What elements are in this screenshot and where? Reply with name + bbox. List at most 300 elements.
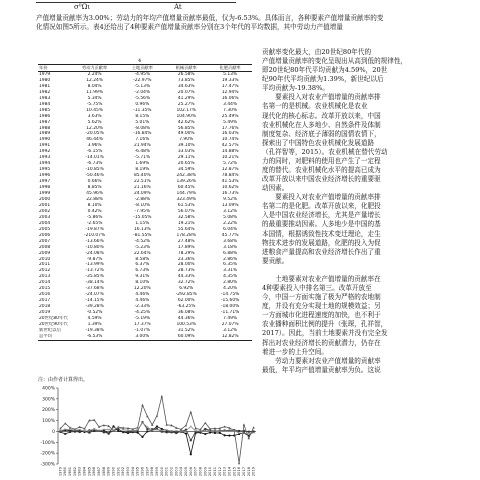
table-cell: 4.59% bbox=[87, 316, 102, 322]
table-cell: 28.00% bbox=[177, 262, 195, 268]
table-cell: 62.00% bbox=[177, 298, 195, 304]
table-cell: 2009 bbox=[39, 250, 51, 256]
table-cell: 10.45% bbox=[86, 107, 103, 113]
table-cell: -15.60% bbox=[220, 298, 240, 304]
x-tick-label: 1991 bbox=[116, 467, 121, 477]
table-cell: 13.09% bbox=[221, 202, 239, 208]
x-tick-label: 2006 bbox=[188, 467, 193, 477]
table-cell: 56.07% bbox=[177, 208, 195, 214]
data-point bbox=[93, 430, 95, 432]
table-cell: 7.30% bbox=[223, 107, 238, 113]
table-cell: 2015 bbox=[39, 286, 51, 292]
data-point bbox=[64, 422, 66, 424]
table-cell: 12.94% bbox=[221, 89, 239, 95]
table-cell: 1988 bbox=[39, 125, 51, 131]
data-point bbox=[103, 431, 105, 433]
table-cell: 20世纪80年代 bbox=[39, 316, 68, 322]
table-cell: 2008 bbox=[39, 244, 51, 250]
body-text-line-1: 产值增量贡献率为3.00%；劳动力的年均产值增量贡献率最低，仅为-6.53%。具体而言，各种要素产值增量贡献率的变 bbox=[36, 14, 384, 22]
table-cell: 2.24% bbox=[87, 71, 102, 77]
y-tick-label: 0 bbox=[52, 429, 55, 435]
table-cell: 10.21% bbox=[221, 155, 239, 161]
table-source-note: 注：由作者计算得出。 bbox=[38, 377, 89, 383]
table-cell: -35.85% bbox=[85, 274, 104, 280]
table-cell: 22.64% bbox=[133, 250, 151, 256]
table-cell: 16.73% bbox=[221, 191, 239, 197]
table-cell: -1.07% bbox=[134, 327, 151, 333]
data-point bbox=[88, 432, 90, 434]
table-header-row bbox=[38, 65, 252, 72]
table-cell: 44.36% bbox=[177, 316, 195, 322]
table-cell: 9.52% bbox=[223, 196, 238, 202]
x-tick-label: 2012 bbox=[217, 467, 222, 477]
table-cell: 61.53% bbox=[177, 202, 195, 208]
table-cell: 78.84% bbox=[221, 173, 239, 179]
x-tick-label: 1984 bbox=[82, 467, 87, 477]
table-cell: 1.15% bbox=[135, 220, 150, 226]
right-column-text bbox=[262, 48, 474, 375]
table-cell: 0.66% bbox=[87, 179, 102, 185]
table-cell: 28.73% bbox=[177, 268, 195, 274]
table-cell: -8.10% bbox=[134, 202, 151, 208]
table-cell: 49.00% bbox=[177, 131, 195, 137]
table-cell: 1995 bbox=[39, 167, 51, 173]
table-cell: 12.24% bbox=[86, 77, 103, 83]
table-cell: -6.15% bbox=[86, 149, 103, 155]
right-column-line: 挥出对农业经济增长的贡献潜力，仍存在 bbox=[262, 338, 381, 347]
table-cell: 27.48% bbox=[177, 238, 195, 244]
table-cell: 10.62% bbox=[221, 185, 239, 191]
table-cell: 2003 bbox=[39, 214, 51, 220]
table-cell: 6.92% bbox=[179, 286, 194, 292]
data-point bbox=[69, 431, 71, 433]
table-cell: -14.01% bbox=[85, 155, 104, 161]
x-tick-label: 2016 bbox=[237, 467, 242, 477]
table-cell: -5.23% bbox=[134, 244, 151, 250]
table-cell: 2010 bbox=[39, 256, 51, 262]
table-cell: 1990 bbox=[39, 137, 51, 143]
x-tick-label: 1980 bbox=[63, 467, 68, 477]
table-cell: -5.13% bbox=[134, 83, 151, 89]
table-cell: -9.87% bbox=[86, 256, 103, 262]
table-cell: 1982 bbox=[39, 89, 51, 95]
data-point bbox=[252, 426, 254, 428]
table-cell: 31.52% bbox=[177, 327, 195, 333]
table-cell: 7.16% bbox=[135, 137, 150, 143]
table-cell: 20.07% bbox=[177, 89, 195, 95]
right-column-line: 纪90年代平均贡献为1.39%，新世纪以后 bbox=[262, 75, 384, 84]
x-tick-label: 1985 bbox=[87, 467, 92, 477]
x-tick-label: 2013 bbox=[222, 467, 227, 477]
data-point bbox=[214, 432, 216, 434]
table-cell: 7.49% bbox=[223, 316, 238, 322]
table-cell: 1983 bbox=[39, 95, 51, 101]
data-point bbox=[141, 404, 143, 406]
x-tick-label: 2009 bbox=[203, 467, 208, 477]
table-cell: 1984 bbox=[39, 101, 51, 107]
table-cell: 2.22% bbox=[223, 220, 238, 226]
right-column-line: 农业播种面积比例的提升（张琛，孔祥智， bbox=[262, 320, 388, 329]
top-fragment-right: Ät bbox=[174, 3, 182, 11]
x-tick-label: 1982 bbox=[72, 467, 77, 477]
table-cell: 41.53% bbox=[221, 179, 239, 185]
table-cell: -210.07% bbox=[84, 232, 106, 238]
table-cell: 3.12% bbox=[223, 327, 238, 333]
table-cell: 6.37% bbox=[135, 262, 150, 268]
table-cell: -5.56% bbox=[134, 95, 151, 101]
table-cell: 17.37% bbox=[133, 321, 151, 327]
table-cell: 20.65% bbox=[177, 161, 195, 167]
data-point bbox=[156, 425, 158, 427]
right-column-line: 一方面城市化进程速度的加快，也不利于 bbox=[262, 311, 381, 320]
table-cell: -37.68% bbox=[85, 286, 104, 292]
table-cell: 23.36% bbox=[177, 256, 195, 262]
table-cell: 323.49% bbox=[176, 196, 196, 202]
table-cell: -2.33% bbox=[134, 304, 151, 310]
right-column-line: 度的替代。农业机械化水平的提高已成为 bbox=[262, 166, 381, 175]
right-column-line: 最低，年平均产值增量贡献率为负。这说 bbox=[262, 365, 381, 374]
right-column-line: 农业机械化在人多地少、自然条件及体制 bbox=[262, 120, 381, 129]
right-column-line: 名第一的是机械。农业机械化是农业 bbox=[262, 102, 368, 111]
right-column-line: 进粮食产量提高和农业经济增长作出了重 bbox=[262, 247, 381, 256]
table-cell: -13.99% bbox=[85, 262, 104, 268]
data-point bbox=[185, 424, 187, 426]
table-cell: 2002 bbox=[39, 208, 51, 214]
table-cell: 19.21% bbox=[177, 220, 195, 226]
table-cell: -5.71% bbox=[134, 155, 151, 161]
table-cell: 2018 bbox=[39, 304, 51, 310]
table-cell: -39.28% bbox=[85, 304, 104, 310]
table-cell: 12.20% bbox=[86, 125, 103, 131]
data-point bbox=[190, 425, 192, 427]
table-cell: -50.46% bbox=[85, 173, 104, 179]
table-cell: 3.63% bbox=[87, 113, 102, 119]
table-header-cell: 年份 bbox=[38, 65, 69, 72]
data-point bbox=[190, 411, 192, 413]
top-rule bbox=[36, 2, 236, 3]
table-cell: 29.11% bbox=[177, 155, 195, 161]
x-tick-label: 2017 bbox=[241, 467, 246, 477]
table-cell: -4.95% bbox=[134, 71, 151, 77]
table-cell: 26.58% bbox=[177, 71, 195, 77]
table-cell: 41.29% bbox=[177, 95, 195, 101]
table-cell: 3.44% bbox=[223, 101, 238, 107]
data-point bbox=[112, 425, 114, 427]
table-cell: -0.52% bbox=[86, 310, 103, 316]
data-point bbox=[122, 431, 124, 433]
x-tick-label: 2010 bbox=[208, 467, 213, 477]
table-number: 4 bbox=[138, 58, 142, 64]
right-column-line: 劳动力要素对农业产值增量的贡献率 bbox=[262, 356, 381, 365]
data-point bbox=[146, 430, 148, 432]
table-cell: -292.85% bbox=[175, 292, 197, 298]
table-cell: 8.58% bbox=[135, 256, 150, 262]
data-point bbox=[137, 432, 139, 434]
body-text-line-2: 化情况如图5所示。表4还给出了4种要素产值增量贡献率分别在3个年代的平均数据，其中劳动力产值增量 bbox=[36, 23, 343, 31]
table-cell: 12.87% bbox=[221, 167, 239, 173]
table-cell: 46.44% bbox=[86, 137, 103, 143]
table-cell: 2012 bbox=[39, 268, 51, 274]
table-cell: -4.25% bbox=[134, 310, 151, 316]
table-cell: 44.33% bbox=[177, 274, 195, 280]
table-cell: 1991 bbox=[39, 143, 51, 149]
data-point bbox=[238, 430, 240, 432]
table-cell: -10.85% bbox=[85, 167, 104, 173]
x-tick-label: 2011 bbox=[212, 467, 217, 477]
table-cell: -63.25% bbox=[177, 304, 196, 310]
data-point bbox=[156, 414, 158, 416]
table-cell: 3.12% bbox=[223, 208, 238, 214]
table-cell: 2001 bbox=[39, 202, 51, 208]
x-tick-label: 1989 bbox=[106, 467, 111, 477]
table-cell: -81.55% bbox=[133, 232, 152, 238]
table-cell: 0.96% bbox=[135, 101, 150, 107]
table-cell: 3.18% bbox=[223, 244, 238, 250]
data-point bbox=[238, 462, 240, 464]
table-cell: 4.35% bbox=[223, 274, 238, 280]
table-cell: 2005 bbox=[39, 226, 51, 232]
table-cell: 8.04% bbox=[87, 83, 102, 89]
table-cell: 85.40% bbox=[133, 173, 151, 179]
table-cell: 8.19% bbox=[135, 167, 150, 173]
x-tick-label: 1988 bbox=[101, 467, 106, 477]
table-cell: 16.13% bbox=[133, 226, 151, 232]
table-cell: 8.10% bbox=[87, 202, 102, 208]
right-column-line: 着进一步的上升空间。 bbox=[262, 347, 328, 356]
table-cell: 17.76% bbox=[221, 125, 239, 131]
table-cell: 45.96% bbox=[86, 191, 103, 197]
table-cell: -4.52% bbox=[134, 238, 151, 244]
table-cell: -18.00% bbox=[220, 304, 240, 310]
table-cell: 5.34% bbox=[87, 95, 102, 101]
x-tick-label: 2003 bbox=[174, 467, 179, 477]
y-tick-label: 400% bbox=[42, 386, 55, 392]
table-cell: 1992 bbox=[39, 149, 51, 155]
table-cell: -2.65% bbox=[86, 220, 103, 226]
table-cell: 8.15% bbox=[135, 113, 150, 119]
table-cell: 0.42% bbox=[87, 208, 102, 214]
table-cell: 45.77% bbox=[221, 232, 239, 238]
table-cell: -11.35% bbox=[133, 107, 152, 113]
table-header-cell: 劳动力贡献率 bbox=[69, 65, 121, 72]
data-point bbox=[141, 436, 143, 438]
x-tick-label: 2008 bbox=[198, 467, 203, 477]
table-cell: 1994 bbox=[39, 161, 51, 167]
table-cell: 1986 bbox=[39, 113, 51, 119]
table-cell: 3.00% bbox=[120, 334, 164, 340]
table-cell: 144.79% bbox=[176, 191, 196, 197]
right-column-line: 4种要素投入中排名第三。改革开放至 bbox=[262, 284, 372, 293]
x-tick-label: 2018 bbox=[246, 467, 251, 477]
table-cell: -24.08% bbox=[85, 250, 104, 256]
table-cell: 139.26% bbox=[176, 179, 196, 185]
right-column-line: 动因素。 bbox=[262, 184, 289, 193]
table-cell: 4.20% bbox=[223, 286, 238, 292]
table-cell: 1980 bbox=[39, 77, 51, 83]
x-tick-label: 2005 bbox=[183, 467, 188, 477]
table-cell: 17.47% bbox=[221, 83, 239, 89]
table-cell: 1985 bbox=[39, 107, 51, 113]
table-row bbox=[38, 334, 252, 340]
x-tick-label: 2001 bbox=[164, 467, 169, 477]
table-cell: 6.73% bbox=[135, 268, 150, 274]
table-cell: -7.95% bbox=[134, 208, 151, 214]
table-cell: 34.59% bbox=[177, 167, 195, 173]
table-cell: -8.08% bbox=[134, 125, 151, 131]
right-column-line: 名第二的是化肥。改革开放以来，化肥投 bbox=[262, 202, 381, 211]
table-cell: 27.07% bbox=[221, 321, 239, 327]
table-cell: 5.49% bbox=[223, 119, 238, 125]
data-point bbox=[224, 434, 226, 436]
table-cell: 2013 bbox=[39, 274, 51, 280]
table-cell: 60.09% bbox=[164, 334, 208, 340]
y-tick-label: 300% bbox=[42, 397, 55, 403]
table-cell: 7.90% bbox=[179, 137, 194, 143]
right-column-line: 制度复杂、经济底子薄弱的国情农情下， bbox=[262, 129, 381, 138]
right-column-line: 的最重要推动因素。人多地少是中国的基 bbox=[262, 220, 381, 229]
table-header-cell: 土地贡献率 bbox=[120, 65, 164, 72]
table-cell: 14.88% bbox=[221, 149, 239, 155]
table-cell: -6.73% bbox=[86, 161, 103, 167]
data-point bbox=[243, 423, 245, 425]
table-cell: 22.88% bbox=[86, 196, 103, 202]
table-cell: 11.99% bbox=[86, 89, 103, 95]
right-column-line: 入是中国农业经济增长，尤其是产量增长 bbox=[262, 211, 381, 220]
table-header-cell: 化肥贡献率 bbox=[208, 65, 252, 72]
right-column-line: 改革开放以来中国农业经济增长的重要驱 bbox=[262, 175, 381, 184]
x-tick-label: 1992 bbox=[121, 467, 126, 477]
table-cell: 1998 bbox=[39, 185, 51, 191]
table-cell: 16.03% bbox=[221, 131, 239, 137]
table-header-cell: 机械贡献率 bbox=[164, 65, 208, 72]
table-cell: -13.66% bbox=[85, 238, 104, 244]
table-cell: 2017 bbox=[39, 298, 51, 304]
table-cell: 2006 bbox=[39, 232, 51, 238]
table-cell: -14.15% bbox=[85, 298, 104, 304]
y-tick-label: -100% bbox=[40, 440, 55, 446]
data-point bbox=[190, 453, 192, 455]
table-cell: -6.53% bbox=[69, 334, 121, 340]
table-cell: -5.86% bbox=[86, 214, 103, 220]
table-cell: 1997 bbox=[39, 179, 51, 185]
x-tick-label: 1999 bbox=[155, 467, 159, 477]
y-tick-label: 200% bbox=[42, 408, 55, 414]
table-cell: 36.08% bbox=[177, 310, 195, 316]
table-cell: 1.69% bbox=[135, 161, 150, 167]
data-point bbox=[161, 395, 163, 397]
data-point bbox=[185, 432, 187, 434]
table-cell: -13.72% bbox=[85, 268, 104, 274]
table-cell: 25.49% bbox=[221, 113, 239, 119]
data-point bbox=[64, 433, 66, 435]
table-cell: 1979 bbox=[39, 71, 51, 77]
x-tick-label: 2014 bbox=[227, 467, 232, 477]
x-tick-label: 2007 bbox=[193, 467, 198, 477]
table-cell: 2004 bbox=[39, 220, 51, 226]
table-cell: 10.74% bbox=[221, 137, 239, 143]
right-column-line bbox=[262, 266, 474, 275]
table-cell: 5.08% bbox=[223, 214, 238, 220]
contribution-table bbox=[38, 64, 252, 341]
table-cell: 2011 bbox=[39, 262, 51, 268]
right-column-line: 物技术进步的发展道路，化肥的投入为促 bbox=[262, 238, 381, 247]
table-cell: 34.63% bbox=[177, 83, 195, 89]
table-cell: -19.38% bbox=[85, 327, 104, 333]
x-tick-label: 1998 bbox=[150, 467, 155, 477]
x-tick-label: 1987 bbox=[97, 467, 102, 477]
table-cell: 2014 bbox=[39, 280, 51, 286]
data-point bbox=[108, 432, 110, 434]
right-column-line: 平均贡献为-19.38%。 bbox=[262, 84, 329, 93]
x-tick-label: 1994 bbox=[130, 467, 135, 477]
right-column-line: 现代化的核心标志。改革开放以来，中国 bbox=[262, 111, 381, 120]
table-cell: -10.80% bbox=[85, 244, 104, 250]
table-cell: 4.46% bbox=[135, 298, 150, 304]
table-cell: 42.62% bbox=[177, 119, 195, 125]
data-point bbox=[146, 428, 148, 430]
table-cell: 1.39% bbox=[87, 321, 102, 327]
table-cell: -14.75% bbox=[220, 292, 240, 298]
table-cell: 1987 bbox=[39, 119, 51, 125]
table-cell: 5.01% bbox=[135, 119, 150, 125]
right-column-line: 要贡献。 bbox=[262, 256, 289, 265]
data-point bbox=[204, 433, 206, 435]
table-cell: 39.10% bbox=[177, 143, 195, 149]
right-column-line: 今，中国一方面实施了极为严格的农地制 bbox=[262, 293, 381, 302]
right-column-line: 要素投入对农业产值增量的贡献率排 bbox=[262, 193, 381, 202]
x-tick-label: 1983 bbox=[77, 467, 82, 477]
table-cell: -19.87% bbox=[85, 226, 104, 232]
right-column-line: 产值增量贡献率的变化呈现出从高到低的规律性， bbox=[262, 57, 408, 66]
table-cell: 22.51% bbox=[133, 179, 151, 185]
table-cell: -15.05% bbox=[133, 214, 152, 220]
x-tick-label: 2000 bbox=[159, 467, 164, 477]
x-tick-label: 1986 bbox=[92, 467, 97, 477]
table-cell: 42.57% bbox=[221, 143, 239, 149]
table-cell: 8.10% bbox=[135, 280, 150, 286]
table-cell: 24.09% bbox=[133, 191, 151, 197]
table-cell: 2.80% bbox=[223, 280, 238, 286]
table-cell: 3.31% bbox=[223, 268, 238, 274]
right-column-line: 要素投入对农业产值增量的贡献率排 bbox=[262, 93, 381, 102]
x-tick-label: 1981 bbox=[68, 467, 73, 477]
right-column-line: 即20世纪80年代平均贡献为4.59%，20世 bbox=[262, 66, 388, 75]
table-cell: 1989 bbox=[39, 131, 51, 137]
data-point bbox=[166, 431, 168, 433]
table-cell: 242.38% bbox=[176, 173, 196, 179]
right-column-line: 土地要素对农业产值增量的贡献率在 bbox=[262, 274, 381, 283]
table-cell: 5.13% bbox=[223, 71, 238, 77]
table-cell: -16.84% bbox=[133, 131, 152, 137]
table-cell: 1999 bbox=[39, 191, 51, 197]
table-cell: 2019 bbox=[39, 310, 51, 316]
table-cell: 20世纪90年代 bbox=[39, 321, 68, 327]
table-cell: -5.75% bbox=[86, 101, 103, 107]
x-tick-label: 1996 bbox=[140, 467, 145, 477]
table-cell: 102.17% bbox=[176, 107, 196, 113]
x-tick-label: 2019 bbox=[251, 467, 256, 477]
table-cell: 新世纪以后 bbox=[39, 327, 61, 333]
right-column-line: 力的同时，对肥料的使用也产生了一定程 bbox=[262, 156, 381, 165]
table-cell: 73.85% bbox=[177, 77, 195, 83]
table-cell: 17.89% bbox=[177, 244, 195, 250]
data-point bbox=[79, 431, 81, 433]
table-cell: 6.88% bbox=[223, 250, 238, 256]
table-cell: -5.19% bbox=[134, 316, 151, 322]
table-cell: 178.28% bbox=[176, 232, 196, 238]
table-cell: 5.62% bbox=[87, 119, 102, 125]
data-point bbox=[190, 439, 192, 441]
